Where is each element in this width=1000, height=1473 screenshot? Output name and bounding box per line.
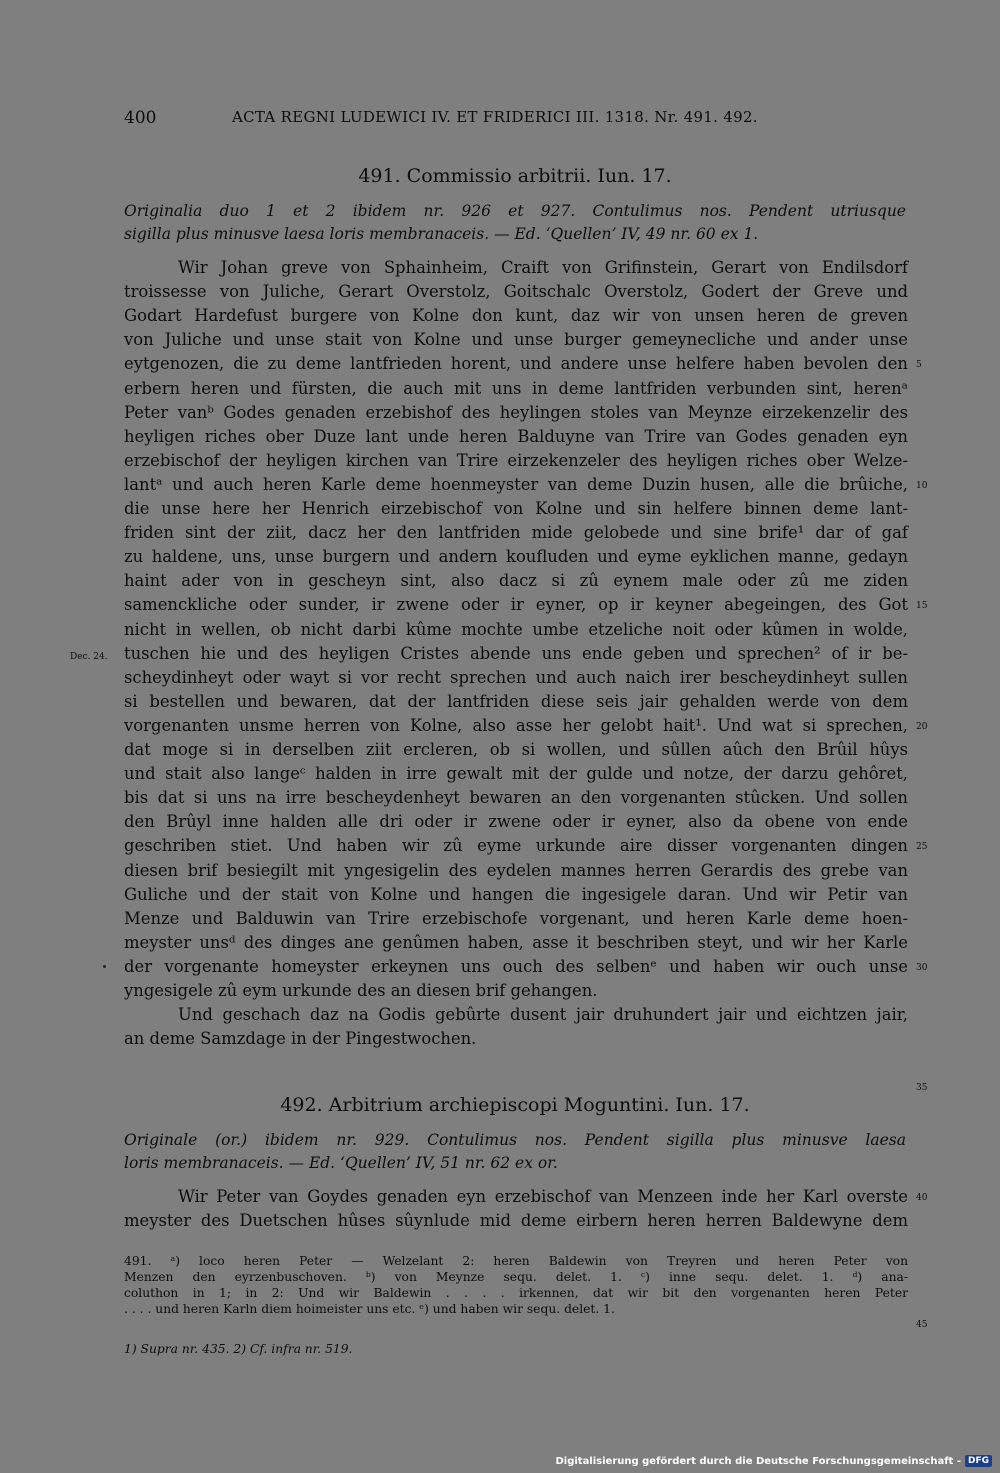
- text-line: Godart Hardefust burgere von Kolne don kunt, daz wir von unsen heren de greven: [124, 306, 908, 326]
- source-note-line: sigilla plus minusve laesa loris membranaceis. — Ed. ‘Quellen’ IV, 49 nr. 60 ex 1.: [124, 225, 759, 243]
- footnote-line: Menzen den eyrzenbuschoven. ᵇ) von Meynze sequ. delet. 1. ᶜ) inne sequ. delet. 1. ᵈ) ana-: [124, 1270, 908, 1284]
- footnote-line: coluthon in 1; in 2: Und wir Baldewin . . . . irkennen, dat wir bit den vorgenanten heren Peter: [124, 1286, 908, 1300]
- text-line: samenckliche oder sunder, ir zwene oder ir eyner, op ir keyner abegeingen, des Got: [124, 595, 908, 615]
- text-line: friden sint der ziit, dacz her den lantfriden mide gelobede und sine brife¹ dar of gaf: [124, 523, 908, 543]
- source-note-line: Originalia duo 1 et 2 ibidem nr. 926 et 927. Contulimus nos. Pendent utriusque: [124, 202, 906, 220]
- doc-491-title: 491. Commissio arbitrii. Iun. 17.: [358, 165, 672, 187]
- source-note-line: Originale (or.) ibidem nr. 929. Contulimus nos. Pendent sigilla plus minusve laesa: [124, 1131, 906, 1149]
- text-line: den Brûyl inne halden alle dri oder ir zwene oder ir eyner, also da obene von ende: [124, 812, 908, 832]
- text-line: troissesse von Juliche, Gerart Overstolz, Goitschalc Overstolz, Godert der Greve und: [124, 282, 908, 302]
- text-line: vorgenanten unsme herren von Kolne, also asse her gelobt hait¹. Und wat si sprechen,: [124, 715, 908, 735]
- footnotes-apparatus: [124, 1253, 908, 1317]
- text-line: yngesigele zû eym urkunde des an diesen brif gehangen.: [124, 981, 598, 1000]
- running-header: [124, 108, 906, 132]
- line-number: 35: [916, 1083, 928, 1094]
- text-line: nicht in wellen, ob nicht darbi kûme mochte umbe etzeliche noit oder kûmen in wolde,: [124, 619, 908, 639]
- text-line: an deme Samzdage in der Pingestwochen.: [124, 1029, 477, 1049]
- dfg-logo: DFG: [965, 1455, 992, 1467]
- text-line: geschriben stiet. Und haben wir zû eyme urkunde aire disser vorgenanten dingen: [124, 836, 908, 856]
- text-line: eytgenozen, die zu deme lantfrieden horent, und andere unse helfere haben bevolen den: [124, 354, 908, 374]
- text-line: dat moge si in derselben ziit ercleren, ob si wollen, und sûllen aûch den Brûil hûys: [124, 740, 908, 759]
- text-line: der vorgenante homeyster erkeynen uns ouch des selbenᵉ und haben wir ouch unse: [124, 956, 908, 976]
- text-line: Peter vanᵇ Godes genaden erzebishof des heylingen stoles van Meynze eirzekenzelir des: [124, 402, 908, 422]
- footnote-line: . . . . und heren Karln diem hoimeister uns etc. ᵉ) und haben wir sequ. delet. 1.: [124, 1302, 615, 1316]
- text-line: zu haldene, uns, unse burgern und andern koufluden und eyme eyklichen manne, gedayn: [124, 547, 908, 567]
- page-number: 400: [124, 108, 157, 128]
- line-number: 45: [916, 1320, 928, 1330]
- line-number: 40: [916, 1193, 928, 1203]
- line-number: 5: [916, 360, 922, 371]
- text-line: tuschen hie und des heyligen Cristes abende uns ende geben und sprechen² of ir be-: [124, 643, 908, 663]
- doc-492-title: 492. Arbitrium archiepiscopi Moguntini. Iun. 17.: [280, 1094, 750, 1116]
- line-number: 15: [916, 601, 928, 612]
- text-line: Und geschach daz na Godis gebûrte dusent jair druhundert jair und eichtzen jair,: [178, 1005, 908, 1025]
- text-line: si bestellen und bewaren, dat der lantfriden diese seis jair gehalden werde von dem: [124, 691, 908, 711]
- text-line: Wir Peter van Goydes genaden eyn erzebischof van Menzeen inde her Karl overste: [178, 1187, 908, 1206]
- running-title: ACTA REGNI LUDEWICI IV. ET FRIDERICI III. 1318. Nr. 491. 492.: [232, 108, 758, 126]
- text-line: lantᵃ und auch heren Karle deme hoenmeyster van deme Duzin husen, alle die brûiche,: [124, 474, 908, 494]
- text-line: Menze und Balduwin van Trire erzebischofe vorgenant, und heren Karle deme hoen-: [124, 908, 908, 928]
- text-line: haint ader von in gescheyn sint, also dacz si zû eynem male oder zû me ziden: [124, 571, 908, 591]
- footnotes-notes: 1) Supra nr. 435. 2) Cf. infra nr. 519.: [124, 1342, 353, 1356]
- doc-491-source-note: [124, 200, 906, 246]
- text-line: die unse here her Henrich eirzebischof von Kolne und sin helfere binnen deme lant-: [124, 499, 908, 518]
- text-line: und stait also langeᶜ halden in irre gewalt mit der gulde und notze, der darzu gehôret,: [124, 764, 908, 784]
- margin-date: Dec. 24.: [70, 652, 108, 662]
- source-note-line: loris membranaceis. — Ed. ‘Quellen’ IV, 51 nr. 62 ex or.: [124, 1154, 558, 1172]
- text-line: meyster des Duetschen hûses sûynlude mid deme eirbern heren herren Baldewyne dem: [124, 1211, 908, 1230]
- funding-text: Digitalisierung gefördert durch die Deutsche Forschungsgemeinschaft -: [555, 1455, 961, 1467]
- funding-footer: [555, 1455, 992, 1467]
- text-line: Guliche und der stait von Kolne und hangen die ingesigele daran. Und wir Petir van: [124, 884, 908, 904]
- line-number: 25: [916, 842, 928, 853]
- footnote-line: 491. ᵃ) loco heren Peter — Welzelant 2: heren Baldewin von Treyren und heren Peter von: [124, 1254, 908, 1268]
- text-line: diesen brif besiegilt mit yngesigelin des eydelen mannes herren Gerardis des grebe van: [124, 860, 908, 880]
- text-line: meyster unsᵈ des dinges ane genûmen haben, asse it beschriben steyt, und wir her Karle: [124, 932, 908, 952]
- doc-492-source-note: [124, 1129, 906, 1175]
- text-line: erbern heren und fürsten, die auch mit uns in deme lantfriden verbunden sint, herenᵃ: [124, 378, 908, 398]
- text-line: Wir Johan greve von Sphainheim, Craift von Grifinstein, Gerart von Endilsdorf: [178, 258, 908, 277]
- line-number: 30: [916, 962, 928, 973]
- text-line: bis dat si uns na irre bescheydenheyt bewaren an den vorgenanten stûcken. Und sollen: [124, 788, 908, 808]
- text-line: heyligen riches ober Duze lant unde heren Balduyne van Trire van Godes genaden eyn: [124, 426, 908, 446]
- text-line: erzebischof der heyligen kirchen van Trire eirzekenzeler des heyligen riches ober Welze-: [124, 450, 908, 470]
- text-line: scheydinheyt oder wayt si vor recht sprechen und auch naich irer bescheydinheyt sullen: [124, 667, 908, 687]
- text-line: von Juliche und unse stait von Kolne und unse burger gemeynecliche und ander unse: [124, 330, 908, 350]
- margin-mark: [103, 965, 106, 968]
- line-number: 20: [916, 721, 928, 732]
- line-number: 10: [916, 480, 928, 491]
